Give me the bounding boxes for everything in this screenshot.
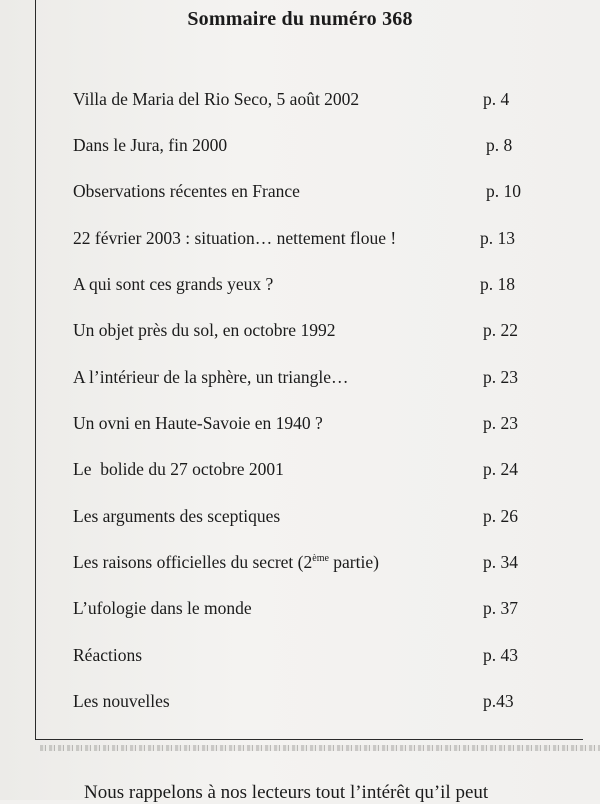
toc-entry-page: p. 23	[483, 413, 518, 433]
toc-entry-text: A l’intérieur de la sphère, un triangle…	[73, 367, 349, 387]
toc-entry-14	[73, 691, 533, 715]
toc-entry-page: p. 4	[483, 89, 510, 109]
toc-entry-text-after: partie)	[328, 552, 379, 572]
toc-entry-text: Réactions	[73, 645, 143, 665]
toc-entry-7	[73, 367, 533, 391]
toc-entry-text	[73, 552, 379, 573]
toc-entry-5	[73, 274, 533, 298]
toc-entry-page: p.43	[483, 691, 514, 711]
toc-entry-page: p. 26	[483, 506, 518, 526]
toc-entry-text: Le bolide du 27 octobre 2001	[73, 459, 284, 479]
toc-entry-3	[73, 181, 533, 205]
toc-entry-10	[73, 506, 533, 530]
toc-entry-4	[73, 228, 533, 252]
toc-entry-8	[73, 413, 533, 437]
toc-title: Sommaire du numéro 368	[187, 8, 413, 30]
toc-entry-12	[73, 598, 533, 622]
superscript-ordinal: ème	[312, 553, 329, 564]
toc-entry-text: Un objet près du sol, en octobre 1992	[73, 320, 336, 340]
toc-entry-text-main: Les raisons officielles du secret (2	[73, 552, 313, 572]
toc-entry-text: Dans le Jura, fin 2000	[73, 135, 228, 155]
toc-entry-text: Les arguments des sceptiques	[73, 506, 281, 526]
body-text-line: Nous rappelons à nos lecteurs tout l’intérêt qu’il peut	[84, 782, 489, 803]
toc-entry-1	[73, 89, 533, 113]
toc-entry-page: p. 24	[483, 459, 518, 479]
toc-entry-text: Observations récentes en France	[73, 181, 300, 201]
toc-entry-page: p. 37	[483, 598, 518, 618]
toc-entry-page: p. 8	[486, 135, 513, 155]
toc-entry-text: A qui sont ces grands yeux ?	[73, 274, 274, 294]
toc-entry-page: p. 18	[480, 274, 515, 294]
toc-entry-text: L’ufologie dans le monde	[73, 598, 252, 618]
toc-entry-text: Villa de Maria del Rio Seco, 5 août 2002	[73, 89, 360, 109]
toc-entry-page: p. 34	[483, 552, 518, 572]
toc-entry-13	[73, 645, 533, 669]
toc-entry-6	[73, 320, 533, 344]
toc-entry-page: p. 43	[483, 645, 518, 665]
toc-entry-9	[73, 459, 533, 483]
toc-entry-11	[73, 552, 533, 576]
toc-entry-text: Un ovni en Haute-Savoie en 1940 ?	[73, 413, 323, 433]
toc-entry-page: p. 13	[480, 228, 515, 248]
toc-entry-page: p. 10	[486, 181, 521, 201]
toc-entry-text: 22 février 2003 : situation… nettement floue !	[73, 228, 397, 248]
toc-entry-text: Les nouvelles	[73, 691, 170, 711]
toc-entry-page: p. 22	[483, 320, 518, 340]
toc-entry-2	[73, 135, 533, 159]
scan-separator	[40, 745, 600, 751]
toc-entry-page: p. 23	[483, 367, 518, 387]
